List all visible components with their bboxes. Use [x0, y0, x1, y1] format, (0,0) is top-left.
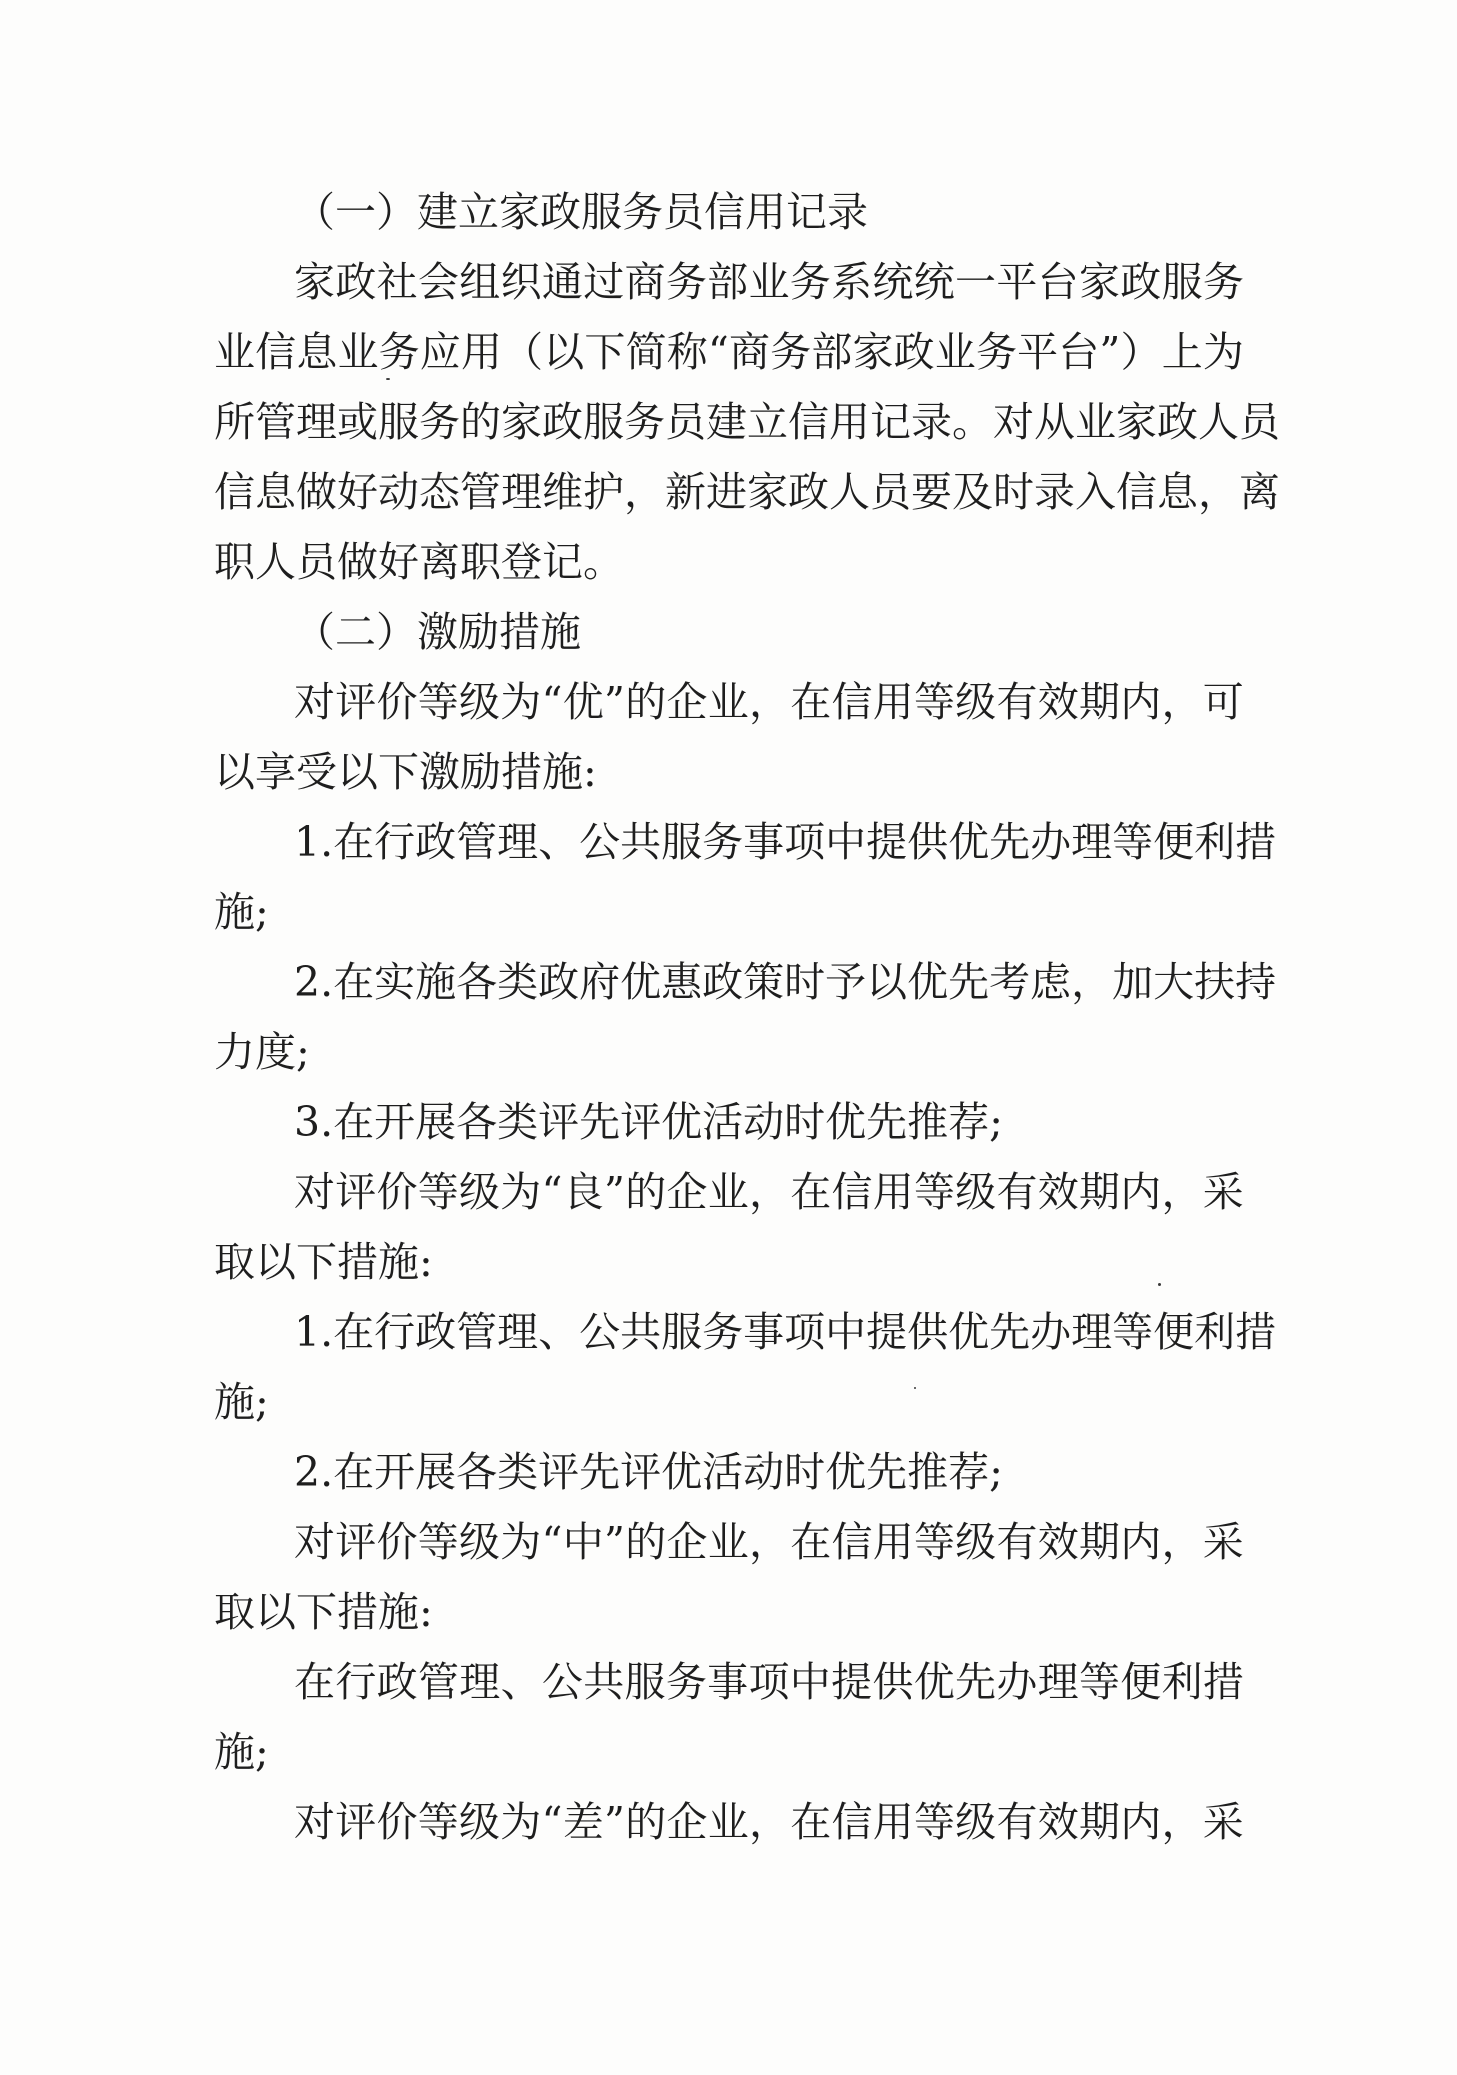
scan-speck — [386, 378, 390, 380]
section1-para-line-1: 家 政 社 会 组 织 通 过 商 务 部 业 务 系 统 统 一 平 台 家 政 服 务 — [294, 258, 1244, 306]
section1-para-line-2: 业 信 息 业 务 应 用 （ 以 下 简 称 “ 商 务 部 家 政 业 务 平 台 ” ） 上 为 — [214, 328, 1244, 376]
liang-item2: 2.在开展各类评先评优活动时优先推荐; — [294, 1448, 1003, 1496]
section2-heading: （二）激励措施 — [294, 608, 581, 656]
you-item1-line-2: 施; — [214, 888, 269, 936]
liang-item1-line-2: 施; — [214, 1378, 269, 1426]
zhong-intro-line-2: 取以下措施: — [214, 1588, 433, 1636]
scan-speck — [914, 1387, 916, 1389]
you-item3: 3.在开展各类评先评优活动时优先推荐; — [294, 1098, 1003, 1146]
section1-para-line-5: 职人员做好离职登记。 — [214, 538, 624, 586]
liang-intro-line-1: 对 评 价 等 级 为 “ 良 ” 的 企 业 ， 在 信 用 等 级 有 效 期 内 ， 采 — [294, 1168, 1244, 1216]
cha-intro-line-1: 对 评 价 等 级 为 “ 差 ” 的 企 业 ， 在 信 用 等 级 有 效 期 内 ， 采 — [294, 1798, 1244, 1846]
liang-item1-line-1: 1 . 在 行 政 管 理 、 公 共 服 务 事 项 中 提 供 优 先 办 理 等 便 利 措 — [294, 1308, 1277, 1356]
section1-heading: （一）建立家政服务员信用记录 — [294, 188, 868, 236]
you-intro-line-1: 对 评 价 等 级 为 “ 优 ” 的 企 业 ， 在 信 用 等 级 有 效 期 内 ， 可 — [294, 678, 1244, 726]
zhong-item-line-2: 施; — [214, 1728, 269, 1776]
section1-para-line-4: 信 息 做 好 动 态 管 理 维 护 ， 新 进 家 政 人 员 要 及 时 录 入 信 息 ， 离 — [214, 468, 1280, 516]
zhong-intro-line-1: 对 评 价 等 级 为 “ 中 ” 的 企 业 ， 在 信 用 等 级 有 效 期 内 ， 采 — [294, 1518, 1244, 1566]
you-item2-line-1: 2 . 在 实 施 各 类 政 府 优 惠 政 策 时 予 以 优 先 考 虑 ， 加 大 扶 持 — [294, 958, 1277, 1006]
you-item2-line-2: 力度; — [214, 1028, 310, 1076]
you-item1-line-1: 1 . 在 行 政 管 理 、 公 共 服 务 事 项 中 提 供 优 先 办 理 等 便 利 措 — [294, 818, 1277, 866]
section1-para-line-3: 所 管 理 或 服 务 的 家 政 服 务 员 建 立 信 用 记 录 。 对 从 业 家 政 人 员 — [214, 398, 1280, 446]
zhong-item-line-1: 在 行 政 管 理 、 公 共 服 务 事 项 中 提 供 优 先 办 理 等 便 利 措 — [294, 1658, 1244, 1706]
you-intro-line-2: 以享受以下激励措施: — [214, 748, 597, 796]
liang-intro-line-2: 取以下措施: — [214, 1238, 433, 1286]
scan-speck — [1158, 1283, 1161, 1286]
